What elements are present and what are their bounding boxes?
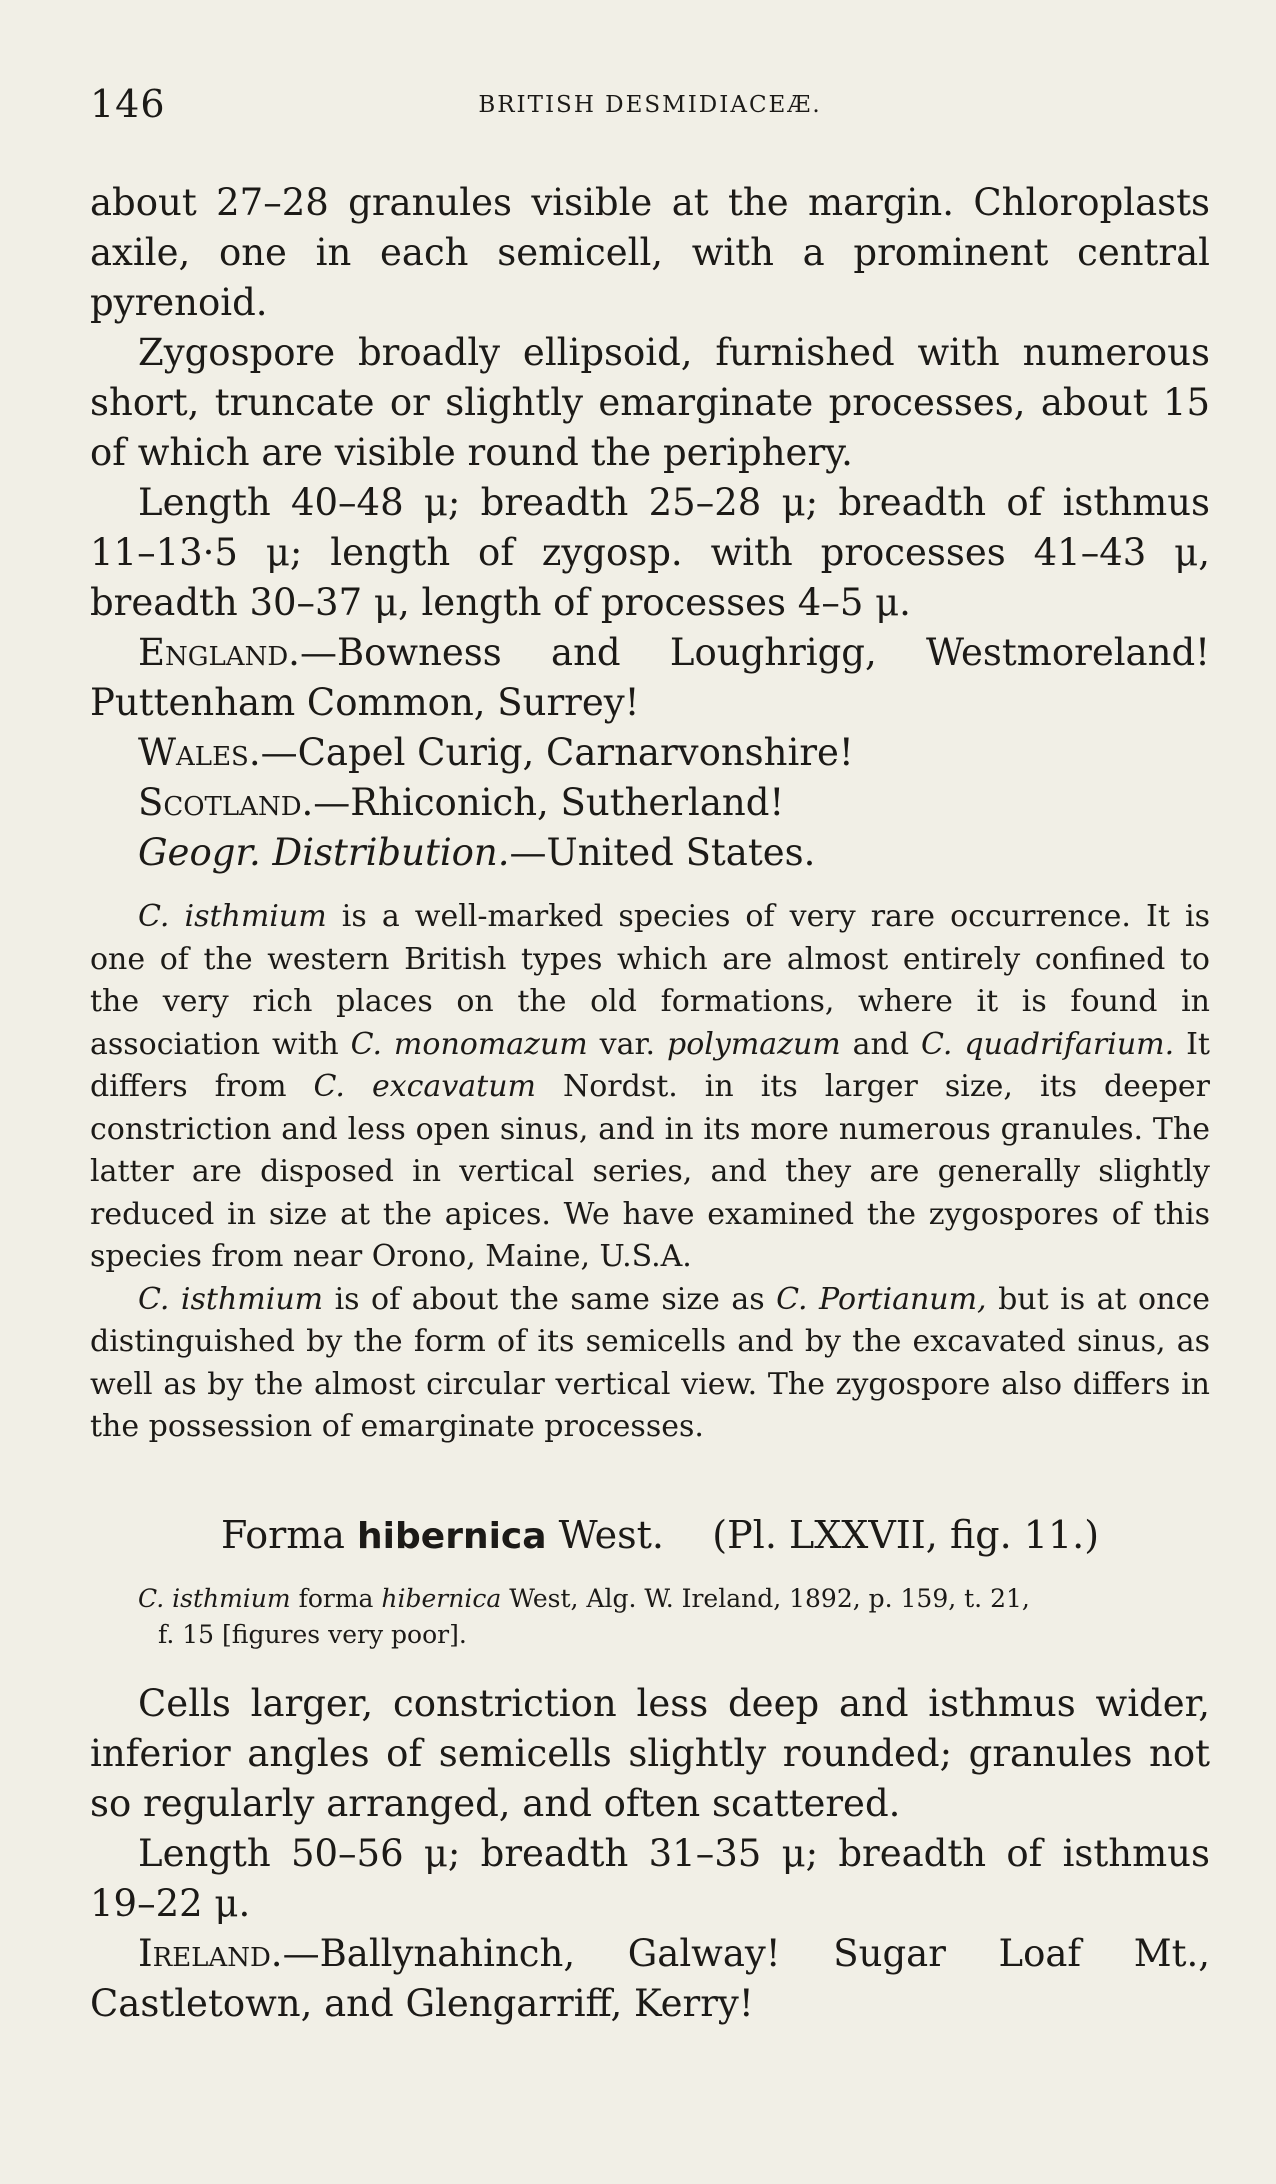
geogr-text: —United States. <box>509 831 816 874</box>
page-header <box>90 82 1210 142</box>
note-text: is of about the same size as <box>323 1281 777 1317</box>
forma-prefix: Forma <box>220 1512 358 1557</box>
page-number: 146 <box>90 82 166 126</box>
note-paragraph-2 <box>90 1279 1210 1449</box>
region-label-wales: Wales. <box>138 731 261 774</box>
locality-england <box>90 628 1210 728</box>
spacer <box>90 878 1210 896</box>
dimensions-paragraph: Length 40–48 μ; breadth 25–28 μ; breadth of isthmus 11–13·5 μ; length of zygosp. with processes 41–43 μ, breadth 30–37 μ, length of processes 4–5 μ. <box>90 481 1210 624</box>
note-text: but is at once distinguished by the form of its semicells and by the excavated sinus, as well as by the almost circular vertical view. The zygospore also differs in the possession of emarginate processes. <box>90 1281 1210 1444</box>
taxon-name: C. quadrifarium. <box>921 1026 1175 1062</box>
locality-text-wales: —Capel Curig, Carnarvonshire! <box>260 731 854 774</box>
chloroplast-paragraph: about 27–28 granules visible at the margin. Chloroplasts axile, one in each semicell, with a prominent central pyrenoid. <box>90 181 1210 324</box>
citation-text: f. 15 [figures very poor]. <box>158 1619 467 1649</box>
plate-reference: (Pl. LXXVII, fig. 11.) <box>712 1512 1100 1557</box>
taxon-name: C. monomazum <box>350 1026 588 1062</box>
taxon-name: C. excavatum <box>313 1069 536 1104</box>
running-head: BRITISH DESMIDIACEÆ. <box>478 92 822 118</box>
region-label-scotland: Scotland. <box>138 781 314 824</box>
spacer <box>90 1449 1210 1509</box>
page-body <box>90 178 1210 2029</box>
region-label-ireland: Ireland. <box>138 1931 283 1975</box>
locality-wales <box>90 728 1210 778</box>
note-text: and <box>840 1026 922 1062</box>
taxon-name: C. isthmium <box>138 1583 291 1613</box>
note-text: It differs from <box>90 1026 1210 1104</box>
geographic-distribution <box>90 828 1210 878</box>
taxon-name: C. Portianum, <box>776 1281 987 1317</box>
taxon-name: C. isthmium <box>138 1281 324 1317</box>
note-text: is a well-marked species of very rare occurrence. It is one of the western British types which are almost entirely confined to the very rich places on the old formations, where it is found in association with <box>90 899 1211 1062</box>
region-label-england: England. <box>138 631 300 674</box>
citation-text: forma <box>290 1583 382 1613</box>
locality-text-ireland: —Ballynahinch, Galway! Sugar Loaf Mt., Castletown, and Glengarriff, Kerry! <box>90 1931 1210 2025</box>
citation-text: West, Alg. W. Ireland, 1892, p. 159, t. 21, <box>501 1583 1030 1613</box>
locality-text-england: —Bowness and Loughrigg, Westmoreland! Puttenham Common, Surrey! <box>90 631 1210 724</box>
locality-text-scotland: —Rhiconich, Sutherland! <box>313 781 785 824</box>
forma-name: hibernica <box>357 1515 547 1557</box>
forma-heading <box>90 1509 1210 1563</box>
spacer <box>90 1653 1210 1679</box>
taxon-name: C. isthmium <box>138 899 327 934</box>
taxon-name: polymazum <box>667 1026 841 1062</box>
note-paragraph-1 <box>90 896 1210 1279</box>
taxon-name: hibernica <box>381 1583 502 1613</box>
zygospore-paragraph: Zygospore broadly ellipsoid, furnished with numerous short, truncate or slightly emarginate processes, about 15 of which are visible round the periphery. <box>90 331 1210 474</box>
note-text: Nordst. in its larger size, its deeper constriction and less open sinus, and in its more numerous granules. The latter are disposed in vertical series, and they are generally slightly reduced in size at the apices. We have examined the zygospores of this species from near Orono, Maine, U.S.A. <box>90 1069 1210 1274</box>
note-text: var. <box>587 1026 668 1062</box>
locality-ireland <box>90 1929 1210 2029</box>
locality-scotland <box>90 778 1210 828</box>
synonymy-citation <box>90 1581 1210 1653</box>
geogr-label: Geogr. Distribution. <box>138 831 510 874</box>
forma-description: Cells larger, constriction less deep and isthmus wider, inferior angles of semicells slightly rounded; granules not so regularly arranged, and often scattered. <box>90 1681 1210 1825</box>
forma-author: West. <box>546 1512 664 1557</box>
forma-dimensions: Length 50–56 μ; breadth 31–35 μ; breadth of isthmus 19–22 μ. <box>90 1831 1210 1925</box>
